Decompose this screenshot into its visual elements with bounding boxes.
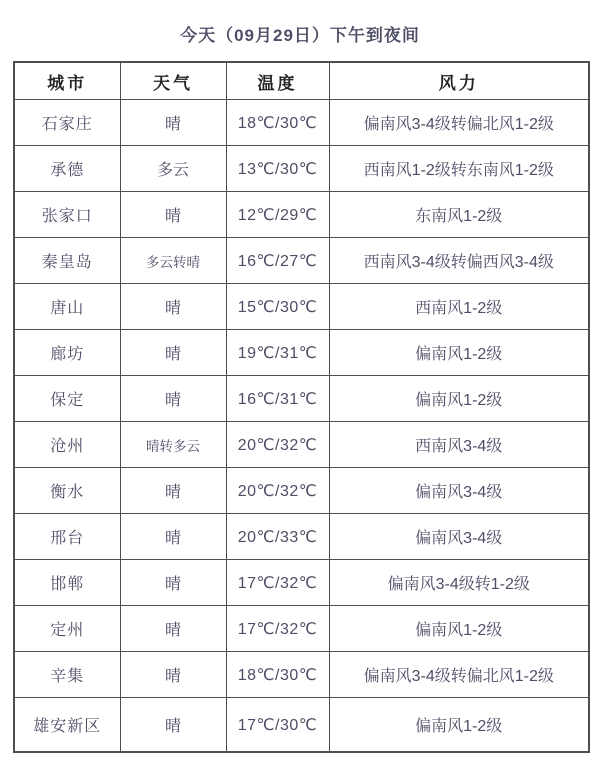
temperature-cell: 17℃/32℃	[226, 560, 329, 606]
temperature-cell: 17℃/30℃	[226, 698, 329, 753]
temperature-cell: 12℃/29℃	[226, 192, 329, 238]
city-cell: 定州	[14, 606, 120, 652]
temperature-cell: 18℃/30℃	[226, 652, 329, 698]
weather-cell: 晴	[120, 100, 226, 146]
wind-cell: 西南风3-4级转偏西风3-4级	[329, 238, 589, 284]
weather-cell: 晴	[120, 606, 226, 652]
temperature-cell: 17℃/32℃	[226, 606, 329, 652]
column-header-wind: 风力	[329, 62, 589, 100]
table-row	[14, 146, 589, 192]
wind-cell: 偏南风3-4级转偏北风1-2级	[329, 652, 589, 698]
wind-cell: 偏南风3-4级转1-2级	[329, 560, 589, 606]
weather-cell: 晴	[120, 192, 226, 238]
city-cell: 雄安新区	[14, 698, 120, 753]
weather-cell: 多云	[120, 146, 226, 192]
table-row	[14, 284, 589, 330]
temperature-cell: 19℃/31℃	[226, 330, 329, 376]
temperature-cell: 15℃/30℃	[226, 284, 329, 330]
table-row	[14, 238, 589, 284]
table-row	[14, 698, 589, 753]
weather-table-body	[14, 100, 589, 753]
table-row	[14, 652, 589, 698]
temperature-cell: 20℃/33℃	[226, 514, 329, 560]
table-header-row	[14, 62, 589, 100]
wind-cell: 偏南风3-4级	[329, 514, 589, 560]
city-cell: 邢台	[14, 514, 120, 560]
temperature-cell: 20℃/32℃	[226, 468, 329, 514]
wind-cell: 西南风3-4级	[329, 422, 589, 468]
column-header-city: 城市	[14, 62, 120, 100]
temperature-cell: 16℃/27℃	[226, 238, 329, 284]
table-row	[14, 100, 589, 146]
weather-cell: 多云转晴	[120, 238, 226, 284]
table-row	[14, 514, 589, 560]
wind-cell: 西南风1-2级转东南风1-2级	[329, 146, 589, 192]
table-row	[14, 192, 589, 238]
wind-cell: 偏南风3-4级	[329, 468, 589, 514]
city-cell: 辛集	[14, 652, 120, 698]
weather-table	[13, 61, 590, 753]
weather-cell: 晴	[120, 330, 226, 376]
weather-cell: 晴	[120, 652, 226, 698]
city-cell: 张家口	[14, 192, 120, 238]
temperature-cell: 20℃/32℃	[226, 422, 329, 468]
temperature-cell: 16℃/31℃	[226, 376, 329, 422]
weather-cell: 晴	[120, 376, 226, 422]
weather-cell: 晴	[120, 560, 226, 606]
column-header-temperature: 温度	[226, 62, 329, 100]
table-row	[14, 606, 589, 652]
city-cell: 石家庄	[14, 100, 120, 146]
table-row	[14, 422, 589, 468]
weather-cell: 晴	[120, 514, 226, 560]
wind-cell: 西南风1-2级	[329, 284, 589, 330]
column-header-weather: 天气	[120, 62, 226, 100]
city-cell: 保定	[14, 376, 120, 422]
weather-cell: 晴	[120, 698, 226, 753]
weather-cell: 晴	[120, 284, 226, 330]
table-row	[14, 468, 589, 514]
city-cell: 衡水	[14, 468, 120, 514]
city-cell: 廊坊	[14, 330, 120, 376]
weather-cell: 晴转多云	[120, 422, 226, 468]
table-row	[14, 330, 589, 376]
city-cell: 唐山	[14, 284, 120, 330]
wind-cell: 偏南风1-2级	[329, 698, 589, 753]
temperature-cell: 13℃/30℃	[226, 146, 329, 192]
temperature-cell: 18℃/30℃	[226, 100, 329, 146]
wind-cell: 偏南风1-2级	[329, 330, 589, 376]
wind-cell: 偏南风1-2级	[329, 376, 589, 422]
city-cell: 沧州	[14, 422, 120, 468]
weather-cell: 晴	[120, 468, 226, 514]
city-cell: 承德	[14, 146, 120, 192]
city-cell: 邯郸	[14, 560, 120, 606]
wind-cell: 偏南风1-2级	[329, 606, 589, 652]
table-row	[14, 560, 589, 606]
page-title: 今天（09月29日）下午到夜间	[180, 26, 420, 45]
city-cell: 秦皇岛	[14, 238, 120, 284]
table-row	[14, 376, 589, 422]
wind-cell: 东南风1-2级	[329, 192, 589, 238]
wind-cell: 偏南风3-4级转偏北风1-2级	[329, 100, 589, 146]
